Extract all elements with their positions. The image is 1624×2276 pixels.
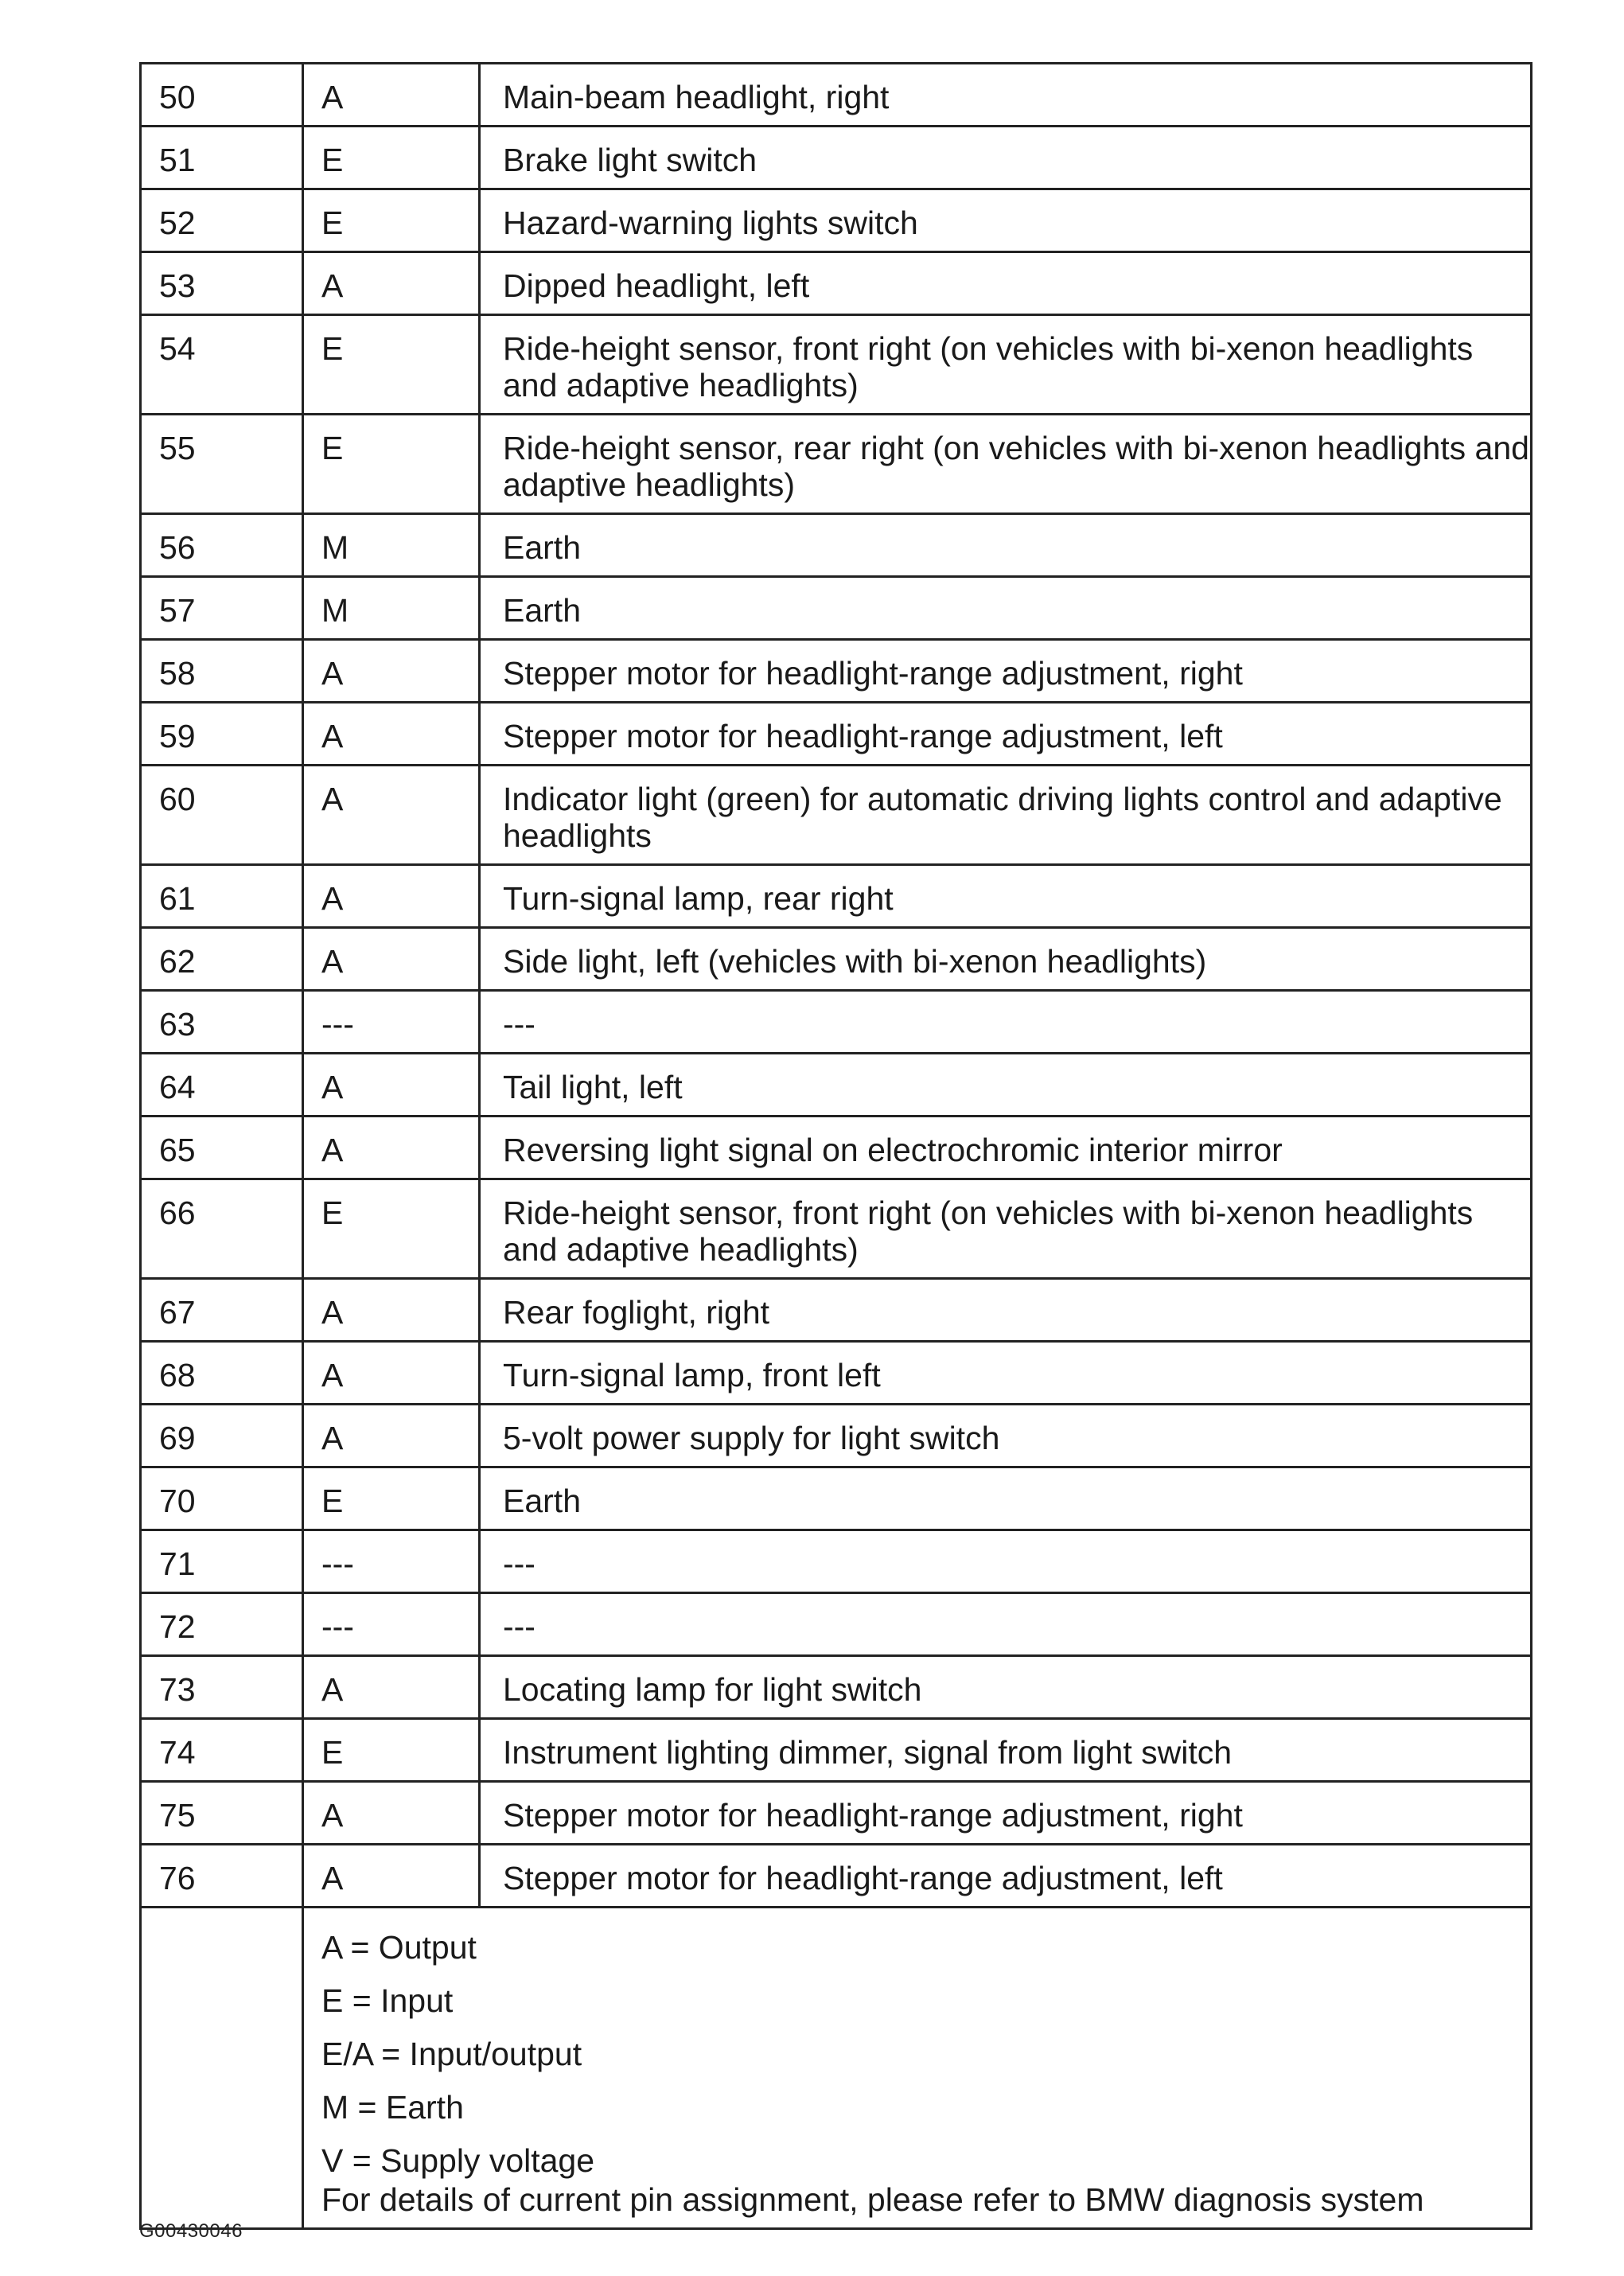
- table-row: [141, 991, 1532, 1054]
- pin-cell: 75: [141, 1782, 303, 1845]
- description-cell: Stepper motor for headlight-range adjustment, left: [480, 1845, 1532, 1908]
- legend-line-input: E = Input: [321, 1982, 454, 2019]
- type-cell: ---: [303, 991, 480, 1054]
- description-cell: Instrument lighting dimmer, signal from light switch: [480, 1719, 1532, 1782]
- pin-cell: 71: [141, 1530, 303, 1593]
- pin-cell: 64: [141, 1054, 303, 1117]
- type-cell: A: [303, 865, 480, 928]
- legend-empty-cell: [141, 1908, 303, 2229]
- table-row: [141, 1782, 1532, 1845]
- table-row: [141, 1342, 1532, 1405]
- type-cell: A: [303, 1342, 480, 1405]
- type-cell: A: [303, 1845, 480, 1908]
- pin-cell: 74: [141, 1719, 303, 1782]
- type-cell: A: [303, 1782, 480, 1845]
- type-cell: E: [303, 415, 480, 514]
- table-row: [141, 928, 1532, 991]
- pin-cell: 52: [141, 189, 303, 252]
- table-row: [141, 315, 1532, 415]
- description-cell: Dipped headlight, left: [480, 252, 1532, 315]
- type-cell: A: [303, 252, 480, 315]
- table-row: [141, 1117, 1532, 1179]
- table-row: [141, 1179, 1532, 1279]
- type-cell: E: [303, 127, 480, 189]
- legend-line-supply-voltage: V = Supply voltage: [321, 2142, 595, 2179]
- description-cell: Earth: [480, 577, 1532, 640]
- table-row: [141, 1530, 1532, 1593]
- pin-cell: 53: [141, 252, 303, 315]
- description-cell: ---: [480, 991, 1532, 1054]
- pin-assignment-table: [139, 62, 1532, 2230]
- table-row: [141, 127, 1532, 189]
- legend-line-input-output: E/A = Input/output: [321, 2036, 582, 2072]
- table-row: [141, 415, 1532, 514]
- description-cell: Indicator light (green) for automatic driving lights control and adaptive headlights: [480, 766, 1532, 865]
- pin-cell: 69: [141, 1405, 303, 1467]
- table-row: [141, 703, 1532, 766]
- type-cell: A: [303, 766, 480, 865]
- description-cell: Brake light switch: [480, 127, 1532, 189]
- type-cell: A: [303, 1054, 480, 1117]
- type-cell: E: [303, 189, 480, 252]
- pin-cell: 76: [141, 1845, 303, 1908]
- description-cell: Earth: [480, 514, 1532, 577]
- pin-cell: 54: [141, 315, 303, 415]
- description-cell: Earth: [480, 1467, 1532, 1530]
- table-row: [141, 252, 1532, 315]
- pin-cell: 60: [141, 766, 303, 865]
- description-cell: ---: [480, 1593, 1532, 1656]
- table-row: [141, 189, 1532, 252]
- pin-cell: 58: [141, 640, 303, 703]
- table-row: [141, 64, 1532, 127]
- table-row: [141, 1593, 1532, 1656]
- table-row: [141, 514, 1532, 577]
- type-cell: A: [303, 1405, 480, 1467]
- pin-cell: 59: [141, 703, 303, 766]
- table-row: [141, 766, 1532, 865]
- type-cell: A: [303, 640, 480, 703]
- pin-cell: 56: [141, 514, 303, 577]
- type-cell: ---: [303, 1530, 480, 1593]
- description-cell: Hazard-warning lights switch: [480, 189, 1532, 252]
- pin-cell: 70: [141, 1467, 303, 1530]
- type-cell: M: [303, 577, 480, 640]
- description-cell: Stepper motor for headlight-range adjustment, right: [480, 640, 1532, 703]
- description-cell: Side light, left (vehicles with bi-xenon headlights): [480, 928, 1532, 991]
- table-row: [141, 1054, 1532, 1117]
- type-cell: ---: [303, 1593, 480, 1656]
- description-cell: Turn-signal lamp, rear right: [480, 865, 1532, 928]
- type-cell: E: [303, 1467, 480, 1530]
- pin-cell: 65: [141, 1117, 303, 1179]
- type-cell: A: [303, 64, 480, 127]
- description-cell: Turn-signal lamp, front left: [480, 1342, 1532, 1405]
- pin-cell: 57: [141, 577, 303, 640]
- legend-note: For details of current pin assignment, please refer to BMW diagnosis system: [321, 2181, 1424, 2218]
- pin-cell: 68: [141, 1342, 303, 1405]
- description-cell: Ride-height sensor, rear right (on vehicles with bi-xenon headlights and adaptive headlights): [480, 415, 1532, 514]
- pin-table-body: [141, 64, 1532, 1908]
- pin-cell: 63: [141, 991, 303, 1054]
- pin-cell: 67: [141, 1279, 303, 1342]
- description-cell: Locating lamp for light switch: [480, 1656, 1532, 1719]
- description-cell: Rear foglight, right: [480, 1279, 1532, 1342]
- pin-cell: 62: [141, 928, 303, 991]
- description-cell: 5-volt power supply for light switch: [480, 1405, 1532, 1467]
- pin-cell: 50: [141, 64, 303, 127]
- table-row: [141, 1845, 1532, 1908]
- description-cell: Ride-height sensor, front right (on vehicles with bi-xenon headlights and adaptive headlights): [480, 315, 1532, 415]
- description-cell: ---: [480, 1530, 1532, 1593]
- description-cell: Stepper motor for headlight-range adjustment, left: [480, 703, 1532, 766]
- pin-cell: 73: [141, 1656, 303, 1719]
- legend-body: [141, 1908, 1532, 2229]
- type-cell: E: [303, 1719, 480, 1782]
- type-cell: A: [303, 1656, 480, 1719]
- pin-cell: 72: [141, 1593, 303, 1656]
- pin-cell: 51: [141, 127, 303, 189]
- table-row: [141, 577, 1532, 640]
- type-cell: A: [303, 1279, 480, 1342]
- figure-id: G00430046: [139, 2220, 243, 2242]
- table-row: [141, 1467, 1532, 1530]
- legend-line-earth: M = Earth: [321, 2089, 464, 2126]
- table-row: [141, 1279, 1532, 1342]
- type-cell: E: [303, 1179, 480, 1279]
- type-cell: A: [303, 703, 480, 766]
- type-cell: A: [303, 1117, 480, 1179]
- table-row: [141, 865, 1532, 928]
- pin-cell: 66: [141, 1179, 303, 1279]
- legend-row: [141, 1908, 1532, 2229]
- pin-cell: 61: [141, 865, 303, 928]
- table-row: [141, 1656, 1532, 1719]
- legend-cell: [303, 1908, 1532, 2229]
- legend-line-output: A = Output: [321, 1929, 477, 1966]
- type-cell: M: [303, 514, 480, 577]
- table-row: [141, 640, 1532, 703]
- description-cell: Main-beam headlight, right: [480, 64, 1532, 127]
- pin-cell: 55: [141, 415, 303, 514]
- description-cell: Ride-height sensor, front right (on vehicles with bi-xenon headlights and adaptive headlights): [480, 1179, 1532, 1279]
- description-cell: Stepper motor for headlight-range adjustment, right: [480, 1782, 1532, 1845]
- table-row: [141, 1405, 1532, 1467]
- description-cell: Reversing light signal on electrochromic interior mirror: [480, 1117, 1532, 1179]
- type-cell: A: [303, 928, 480, 991]
- table-row: [141, 1719, 1532, 1782]
- description-cell: Tail light, left: [480, 1054, 1532, 1117]
- type-cell: E: [303, 315, 480, 415]
